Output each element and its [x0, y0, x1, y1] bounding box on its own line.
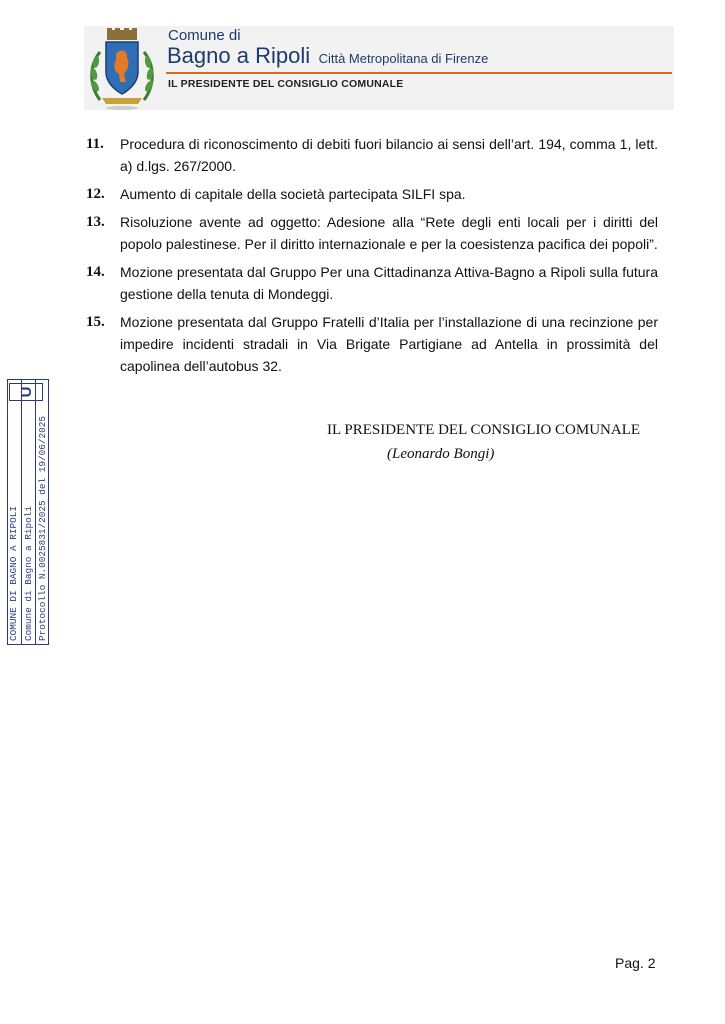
- protocol-stamp: [7, 379, 49, 645]
- agenda-item-number: 12.: [86, 186, 105, 202]
- agenda-item-text: Risoluzione avente ad oggetto: Adesione alla “Rete degli enti locali per i diritti del popolo palestinese. Per il diritto internazionale e per la coesistenza pacifica dei popoli”.: [120, 214, 658, 252]
- signature-title: IL PRESIDENTE DEL CONSIGLIO COMUNALE: [327, 422, 641, 438]
- agenda-item: [86, 311, 658, 377]
- header-divider: [166, 72, 672, 74]
- agenda-item-text: Procedura di riconoscimento di debiti fuori bilancio ai sensi dell’art. 194, comma 1, lett. a) d.lgs. 267/2000.: [120, 136, 658, 174]
- agenda-item-number: 14.: [86, 264, 105, 280]
- metropolitan-city-label: Città Metropolitana di Firenze: [318, 51, 489, 66]
- agenda-item: [86, 133, 658, 177]
- office-heading: IL PRESIDENTE DEL CONSIGLIO COMUNALE: [168, 78, 404, 90]
- agenda-item: [86, 211, 658, 255]
- page-number: Pag. 2: [615, 955, 656, 971]
- agenda-item: [86, 183, 658, 205]
- letterhead: [84, 26, 674, 110]
- stamp-line-entity: COMUNE DI BAGNO A RIPOLI: [8, 505, 19, 641]
- agenda-item-number: 11.: [86, 136, 104, 152]
- stamp-line-office: Comune di Bagno a Ripoli: [21, 379, 35, 645]
- agenda-list: [86, 133, 658, 383]
- municipal-crest-icon: [86, 26, 158, 110]
- agenda-item-text: Aumento di capitale della società partecipata SILFI spa.: [120, 186, 466, 202]
- agenda-item: [86, 261, 658, 305]
- agenda-item-number: 15.: [86, 314, 105, 330]
- agenda-item-text: Mozione presentata dal Gruppo Fratelli d’Italia per l’installazione di una recinzione per impedire incidenti stradali in Via Brigate Partigiane ad Antella in prossimità del capolinea dell’autobus 32.: [120, 314, 658, 374]
- municipality-name: Bagno a Ripoli: [167, 43, 311, 68]
- comune-di-label: Comune di: [168, 27, 241, 44]
- signature-name: (Leonardo Bongi): [387, 446, 495, 462]
- agenda-item-number: 13.: [86, 214, 105, 230]
- stamp-line-protocol: Protocollo N.0025831/2025 del 19/06/2025: [35, 379, 49, 645]
- agenda-item-text: Mozione presentata dal Gruppo Per una Cittadinanza Attiva-Bagno a Ripoli sulla futura gestione della tenuta di Mondeggi.: [120, 264, 658, 302]
- municipality-title: [167, 43, 488, 69]
- stamp-direction-badge: U: [9, 383, 43, 401]
